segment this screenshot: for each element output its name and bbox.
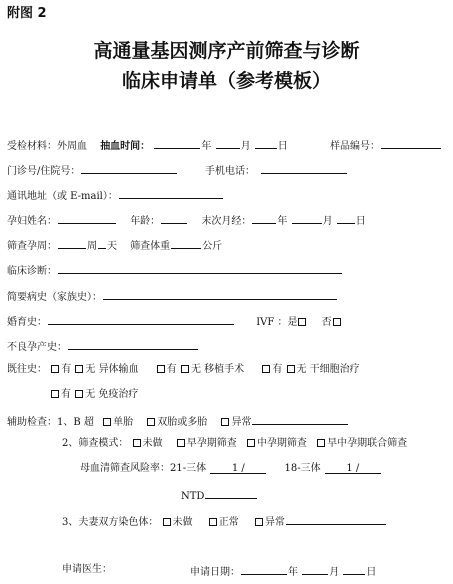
immunotherapy-no-checkbox[interactable] [75,390,83,398]
kg-unit: 公斤 [202,241,223,252]
apply-month-field[interactable] [302,563,328,575]
lmp-day-field[interactable] [337,212,355,224]
day-unit: 日 [277,141,288,152]
early-option: 早孕期筛查 [186,438,237,449]
immunotherapy-yes-checkbox[interactable] [51,390,59,398]
year-unit: 年 [288,567,298,578]
transfusion-label: 异体输血 [98,364,139,375]
row-ultrasound [7,413,349,429]
singleton-checkbox[interactable] [103,418,111,426]
not-done-option: 未做 [172,517,193,528]
ultrasound-abnormal-field[interactable] [252,413,348,425]
adverse-field[interactable] [68,338,198,350]
diagnosis-label: 临床诊断： [7,266,57,277]
row-apply-date [190,563,376,579]
draw-time-label: 抽血时间： [100,141,151,152]
pregnancy-history-field[interactable] [48,313,234,325]
row-patient [7,212,366,228]
adverse-label: 不良孕产史： [7,342,67,353]
ivf-yes-checkbox[interactable] [298,318,306,326]
pregnancy-history-label: 婚育史： [7,317,47,328]
transplant-label: 移植手术 [204,364,245,375]
appendix-label: 附图 2 [7,6,47,21]
transfusion-yes-checkbox[interactable] [51,365,59,373]
clinic-no-field[interactable] [81,162,177,174]
age-label: 年龄： [130,216,161,227]
row-address [7,187,224,203]
gest-week-field[interactable] [58,237,86,249]
t21-risk-field[interactable] [210,462,266,474]
immunotherapy-label: 免疫治疗 [98,389,139,400]
mode-mid-checkbox[interactable] [247,439,255,447]
doctor-label: 申请医生： [62,564,112,575]
day-unit: 天 [107,241,117,252]
month-unit: 月 [322,216,333,227]
phone-label: 手机电话： [205,166,255,177]
karyotype-abnormal-field[interactable] [286,513,386,525]
name-field[interactable] [58,212,116,224]
screening-mode-label: 2、筛查模式： [62,438,129,449]
clinic-no-label: 门诊号/住院号： [7,166,81,177]
specimen-label: 受检材料：外周血 [7,141,87,152]
mid-option: 中孕期筛查 [256,438,307,449]
month-unit: 月 [240,141,251,152]
row-doctor [62,563,112,576]
abnormal-option: 异常 [231,417,252,428]
transfusion-no-checkbox[interactable] [75,365,83,373]
apply-day-field[interactable] [343,563,365,575]
row-history [7,288,338,304]
no-option: 无 [85,389,96,400]
singleton-option: 单胎 [113,417,134,428]
ultrasound-abnormal-checkbox[interactable] [221,418,229,426]
sample-no-field[interactable] [381,137,441,149]
karyotype-label: 3、夫妻双方染色体： [62,517,159,528]
age-field[interactable] [161,212,187,224]
row-diagnosis [7,262,343,278]
stem-cell-yes-checkbox[interactable] [262,365,270,373]
row-phone [205,162,348,178]
t18-label: 18-三体 [284,463,321,474]
name-label: 孕妇姓名： [7,216,57,227]
karyotype-abnormal-checkbox[interactable] [255,518,263,526]
weight-label: 筛查体重 [130,241,171,252]
row-immunotherapy [50,388,138,401]
form-title-line-1: 高通量基因测序产前筛查与诊断 [93,40,360,62]
week-unit: 周 [87,241,97,252]
mode-early-checkbox[interactable] [177,439,185,447]
row-adverse [7,338,199,354]
normal-option: 正常 [218,517,239,528]
karyotype-normal-checkbox[interactable] [209,518,217,526]
draw-month-field[interactable] [216,137,240,149]
row-karyotype [62,513,387,529]
ntd-field[interactable] [205,487,257,499]
row-risk [80,462,382,475]
gest-label: 筛查孕周： [7,241,57,252]
day-unit: 日 [355,216,366,227]
row-pregnancy-history [7,313,343,329]
lmp-year-field[interactable] [252,212,276,224]
row-sample-no [330,137,442,153]
ivf-no-label: 否 [321,317,332,328]
no-option: 无 [296,364,307,375]
mode-not-done-checkbox[interactable] [133,439,141,447]
ivf-no-checkbox[interactable] [333,318,341,326]
phone-field[interactable] [261,162,347,174]
row-screening-mode [62,437,407,450]
month-unit: 月 [329,567,340,578]
past-history-label: 既往史： [7,364,47,375]
aux-label: 辅助检查：1、B 超 [7,417,94,428]
year-unit: 年 [201,141,212,152]
sample-no-label: 样品编号： [330,141,380,152]
stem-cell-no-checkbox[interactable] [287,365,295,373]
row-gestation [7,237,222,253]
yes-option: 有 [272,364,283,375]
transplant-yes-checkbox[interactable] [157,365,165,373]
row-ntd [181,487,258,503]
risk-label: 母血清筛查风险率：21-三体 [80,463,207,474]
address-field[interactable] [119,187,223,199]
karyotype-not-done-checkbox[interactable] [163,518,171,526]
combined-option: 早中孕期联合筛查 [327,438,408,449]
gest-day-field[interactable] [98,237,106,249]
yes-option: 有 [166,364,177,375]
history-label: 简要病史（家族史）： [7,292,102,303]
apply-year-field[interactable] [241,563,287,575]
draw-day-field[interactable] [255,137,277,149]
t18-risk-field[interactable] [325,462,381,474]
form-title-line-2: 临床申请单（参考模板） [121,70,331,92]
row-clinic [7,162,178,178]
ntd-label: NTD [181,491,205,502]
history-field[interactable] [103,288,337,300]
stem-cell-label: 干细胞治疗 [309,364,360,375]
row-specimen [7,137,288,153]
no-option: 无 [85,364,96,375]
draw-year-field[interactable] [154,137,200,149]
ivf-label: IVF ：是 [256,317,298,328]
weight-field[interactable] [171,237,201,249]
t18-risk-value: 1 / [346,463,360,474]
no-option: 无 [190,364,201,375]
lmp-label: 末次月经： [201,216,252,227]
row-past-history [7,363,360,376]
day-unit: 日 [366,567,377,578]
yes-option: 有 [61,364,72,375]
address-label: 通讯地址（或 E-mail）： [7,191,118,202]
year-unit: 年 [277,216,288,227]
diagnosis-field[interactable] [58,262,342,274]
lmp-month-field[interactable] [292,212,322,224]
twins-option: 双胎或多胎 [157,417,208,428]
twins-checkbox[interactable] [147,418,155,426]
yes-option: 有 [61,389,71,400]
not-done-option: 未做 [142,438,163,449]
apply-date-label: 申请日期： [190,567,240,578]
t21-risk-value: 1 / [231,463,245,474]
mode-combined-checkbox[interactable] [317,439,325,447]
abnormal-option: 异常 [264,517,285,528]
transplant-no-checkbox[interactable] [181,365,189,373]
